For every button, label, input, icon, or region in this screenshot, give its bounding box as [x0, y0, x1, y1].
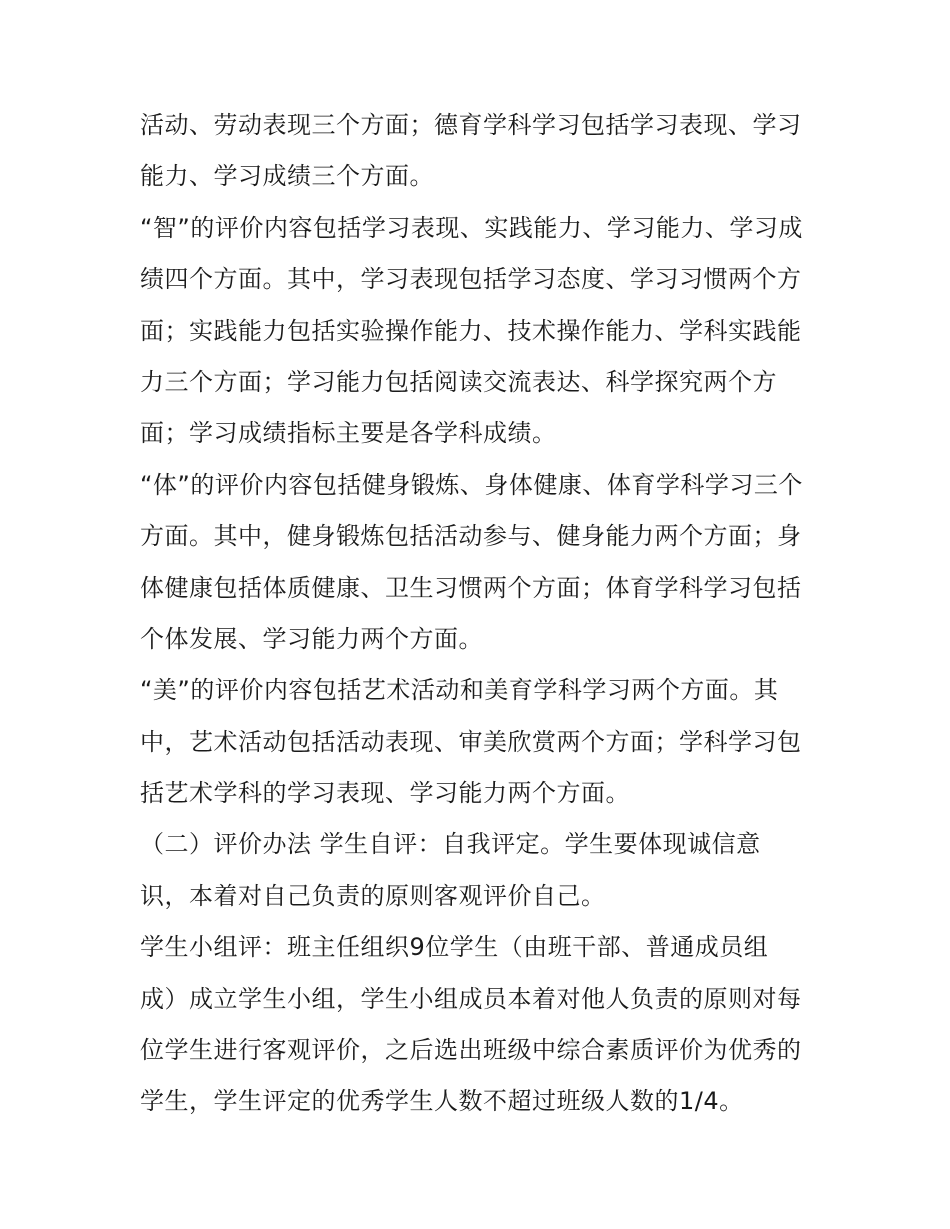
text-line: 位学生进行客观评价，之后选出班级中综合素质评价为优秀的	[140, 1036, 802, 1065]
text-line: 个体发展、学习能力两个方面。	[140, 624, 483, 653]
text-line: 括艺术学科的学习表现、学习能力两个方面。	[140, 779, 630, 808]
text-line: 力三个方面；学习能力包括阅读交流表达、科学探究两个方	[140, 367, 777, 396]
text-line: 学生，学生评定的优秀学生人数不超过班级人数的1/4。	[140, 1087, 744, 1116]
text-line: 体健康包括体质健康、卫生习惯两个方面；体育学科学习包括	[140, 573, 802, 602]
text-line: “美”的评价内容包括艺术活动和美育学科学习两个方面。其	[140, 676, 779, 705]
text-line: 面；学习成绩指标主要是各学科成绩。	[140, 419, 557, 448]
text-line: 面；实践能力包括实验操作能力、技术操作能力、学科实践能	[140, 316, 802, 345]
text-line: （二）评价办法 学生自评：自我评定。学生要体现诚信意	[140, 830, 761, 859]
text-line: 能力、学习成绩三个方面。	[140, 162, 434, 191]
text-line: “体”的评价内容包括健身锻炼、身体健康、体育学科学习三个	[140, 470, 803, 499]
text-line: 方面。其中，健身锻炼包括活动参与、健身能力两个方面；身	[140, 522, 802, 551]
text-line: 学生小组评：班主任组织9位学生（由班干部、普通成员组	[140, 933, 769, 962]
document-page	[140, 100, 820, 1128]
text-line: “智”的评价内容包括学习表现、实践能力、学习能力、学习成	[140, 213, 803, 242]
text-line: 成）成立学生小组，学生小组成员本着对他人负责的原则对每	[140, 984, 802, 1013]
text-line: 中，艺术活动包括活动表现、审美欣赏两个方面；学科学习包	[140, 727, 802, 756]
text-line: 活动、劳动表现三个方面；德育学科学习包括学习表现、学习	[140, 111, 802, 139]
text-line: 识，本着对自己负责的原则客观评价自己。	[140, 881, 606, 910]
text-line: 绩四个方面。其中，学习表现包括学习态度、学习习惯两个方	[140, 265, 802, 294]
